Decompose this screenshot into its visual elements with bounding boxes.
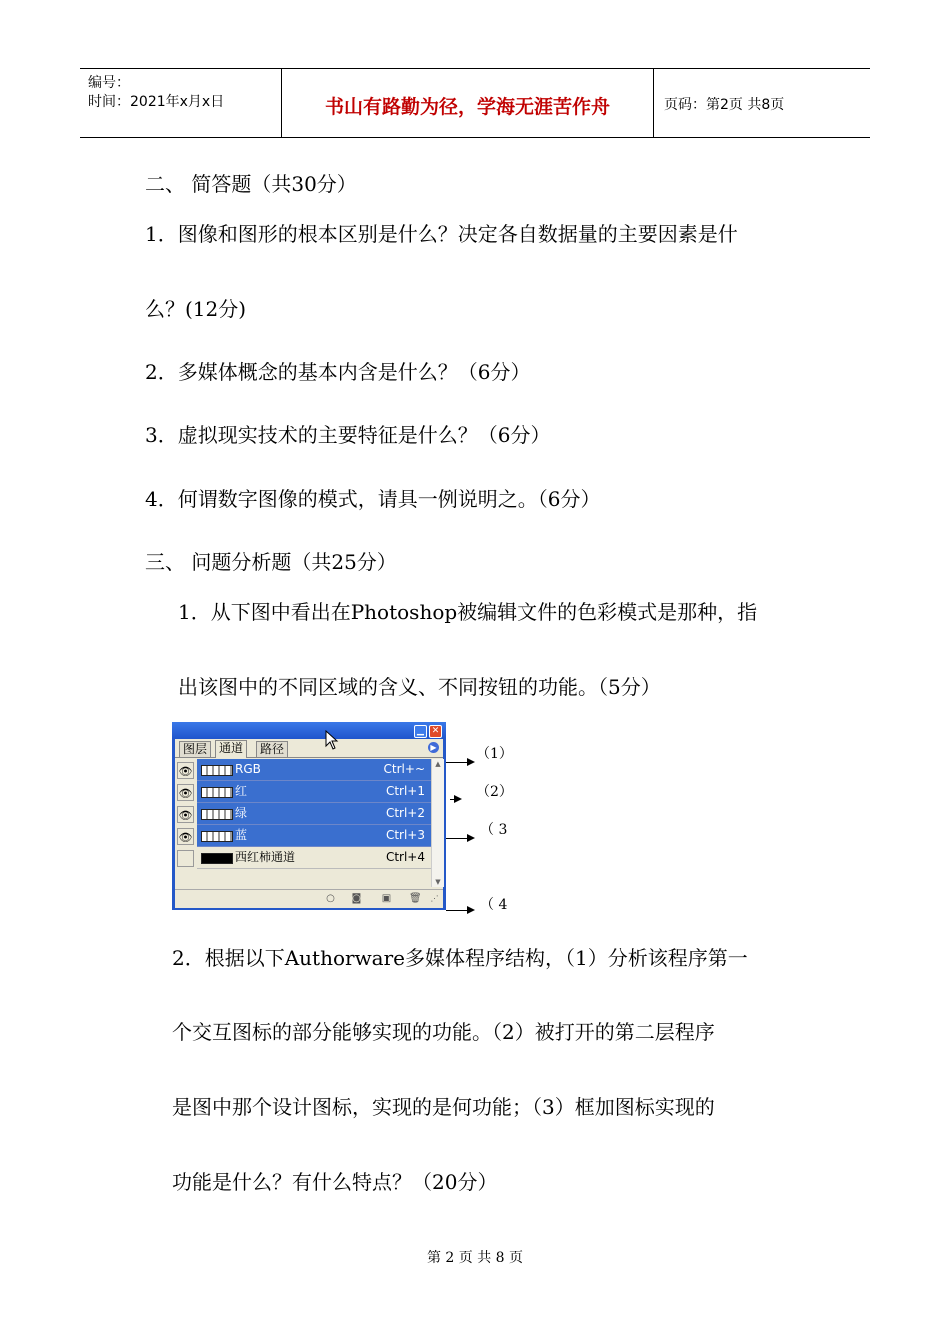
panel-menu-arrow-icon[interactable]: ▶ — [428, 742, 439, 753]
channel-row-blue[interactable] — [175, 825, 431, 847]
channel-shortcut: Ctrl+~ — [383, 762, 425, 776]
eye-icon[interactable]: 👁 — [177, 784, 194, 801]
tab-layers[interactable]: 图层 — [179, 741, 211, 757]
channel-row-red[interactable] — [175, 781, 431, 803]
channel-name: 西红柿通道 — [235, 850, 296, 864]
problem-2-line-2: 个交互图标的部分能够实现的功能。（2）被打开的第二层程序 — [172, 1020, 715, 1044]
tab-paths[interactable]: 路径 — [256, 741, 288, 757]
eye-toggle-empty[interactable] — [177, 850, 194, 867]
panel-body — [175, 739, 443, 907]
header-meta-cell — [80, 69, 282, 137]
number-label: 编号： — [88, 75, 130, 91]
page-info: 页码：第2页 共8页 — [664, 97, 785, 113]
annotation-3: （ 3 — [480, 822, 508, 838]
channel-name: 绿 — [235, 806, 248, 820]
scroll-up-icon[interactable]: ▲ — [435, 760, 441, 768]
problem-1-line-1: 1．从下图中看出在Photoshop被编辑文件的色彩模式是那种，指 — [178, 600, 758, 624]
channel-thumbnail — [201, 831, 233, 842]
channel-row-green[interactable] — [175, 803, 431, 825]
eye-icon[interactable]: 👁 — [177, 828, 194, 845]
channel-shortcut: Ctrl+2 — [385, 806, 425, 820]
question-2: 2．多媒体概念的基本内含是什么？（6分） — [145, 360, 531, 384]
channel-thumbnail — [201, 765, 233, 776]
annotation-arrow-2 — [450, 799, 460, 800]
eye-icon[interactable]: 👁 — [177, 806, 194, 823]
photoshop-channels-panel — [172, 722, 446, 910]
close-icon[interactable]: ✕ — [429, 725, 442, 738]
annotation-2: （2） — [476, 784, 513, 800]
channel-row-tomato[interactable] — [175, 847, 431, 869]
channel-row-rgb[interactable] — [175, 759, 431, 781]
page-footer: 第 2 页 共 8 页 — [426, 1250, 524, 1266]
annotation-arrow-1 — [446, 762, 473, 763]
channel-list — [175, 759, 431, 869]
eye-icon[interactable]: 👁 — [177, 762, 194, 779]
question-1-line-1: 1．图像和图形的根本区别是什么？决定各自数据量的主要因素是什 — [145, 222, 738, 246]
minimize-icon[interactable]: ▁ — [414, 725, 427, 738]
problem-2-line-4: 功能是什么？有什么特点？（20分） — [172, 1170, 498, 1194]
panel-tabs — [175, 739, 443, 758]
channel-thumbnail — [201, 853, 233, 864]
page-header — [80, 68, 870, 138]
panel-titlebar — [172, 722, 446, 739]
problem-2-line-1: 2．根据以下Authorware多媒体程序结构，（1）分析该程序第一 — [172, 946, 748, 970]
annotation-arrow-4 — [446, 910, 473, 911]
channel-name: RGB — [235, 762, 261, 776]
tab-channels[interactable]: 通道 — [215, 740, 247, 758]
resize-grip-icon[interactable]: ⋰ — [430, 894, 439, 903]
channel-shortcut: Ctrl+1 — [385, 784, 425, 798]
channel-shortcut: Ctrl+4 — [385, 850, 425, 864]
panel-scrollbar[interactable] — [431, 759, 444, 887]
new-channel-icon[interactable]: ▣ — [381, 893, 392, 904]
trash-icon[interactable]: 🗑 — [409, 893, 422, 904]
annotation-1: （1） — [476, 746, 513, 762]
question-3: 3．虚拟现实技术的主要特征是什么？（6分） — [145, 423, 551, 447]
channel-shortcut: Ctrl+3 — [385, 828, 425, 842]
scroll-down-icon[interactable]: ▼ — [435, 878, 441, 886]
panel-footer — [175, 889, 443, 908]
question-4: 4．何谓数字图像的模式，请具一例说明之。（6分） — [145, 487, 601, 511]
motto: 书山有路勤为径，学海无涯苦作舟 — [282, 69, 654, 137]
channel-thumbnail — [201, 787, 233, 798]
annotation-arrow-3 — [446, 838, 473, 839]
question-1-line-2: 么？(12分) — [145, 297, 247, 321]
load-selection-icon[interactable]: ○ — [326, 893, 335, 904]
time-label: 时间：2021年x月x日 — [88, 94, 225, 110]
section-3-title: 三、 问题分析题（共25分） — [145, 550, 397, 574]
problem-2-line-3: 是图中那个设计图标，实现的是何功能；（3）框加图标实现的 — [172, 1095, 715, 1119]
annotation-4: （ 4 — [480, 897, 508, 913]
channel-name: 红 — [235, 784, 248, 798]
channel-thumbnail — [201, 809, 233, 820]
mouse-cursor-icon — [325, 730, 339, 750]
save-selection-icon[interactable]: ◙ — [351, 893, 362, 904]
channel-name: 蓝 — [235, 828, 248, 842]
problem-1-line-2: 出该图中的不同区域的含义、不同按钮的功能。（5分） — [178, 675, 661, 699]
section-2-title: 二、 简答题（共30分） — [145, 172, 357, 196]
